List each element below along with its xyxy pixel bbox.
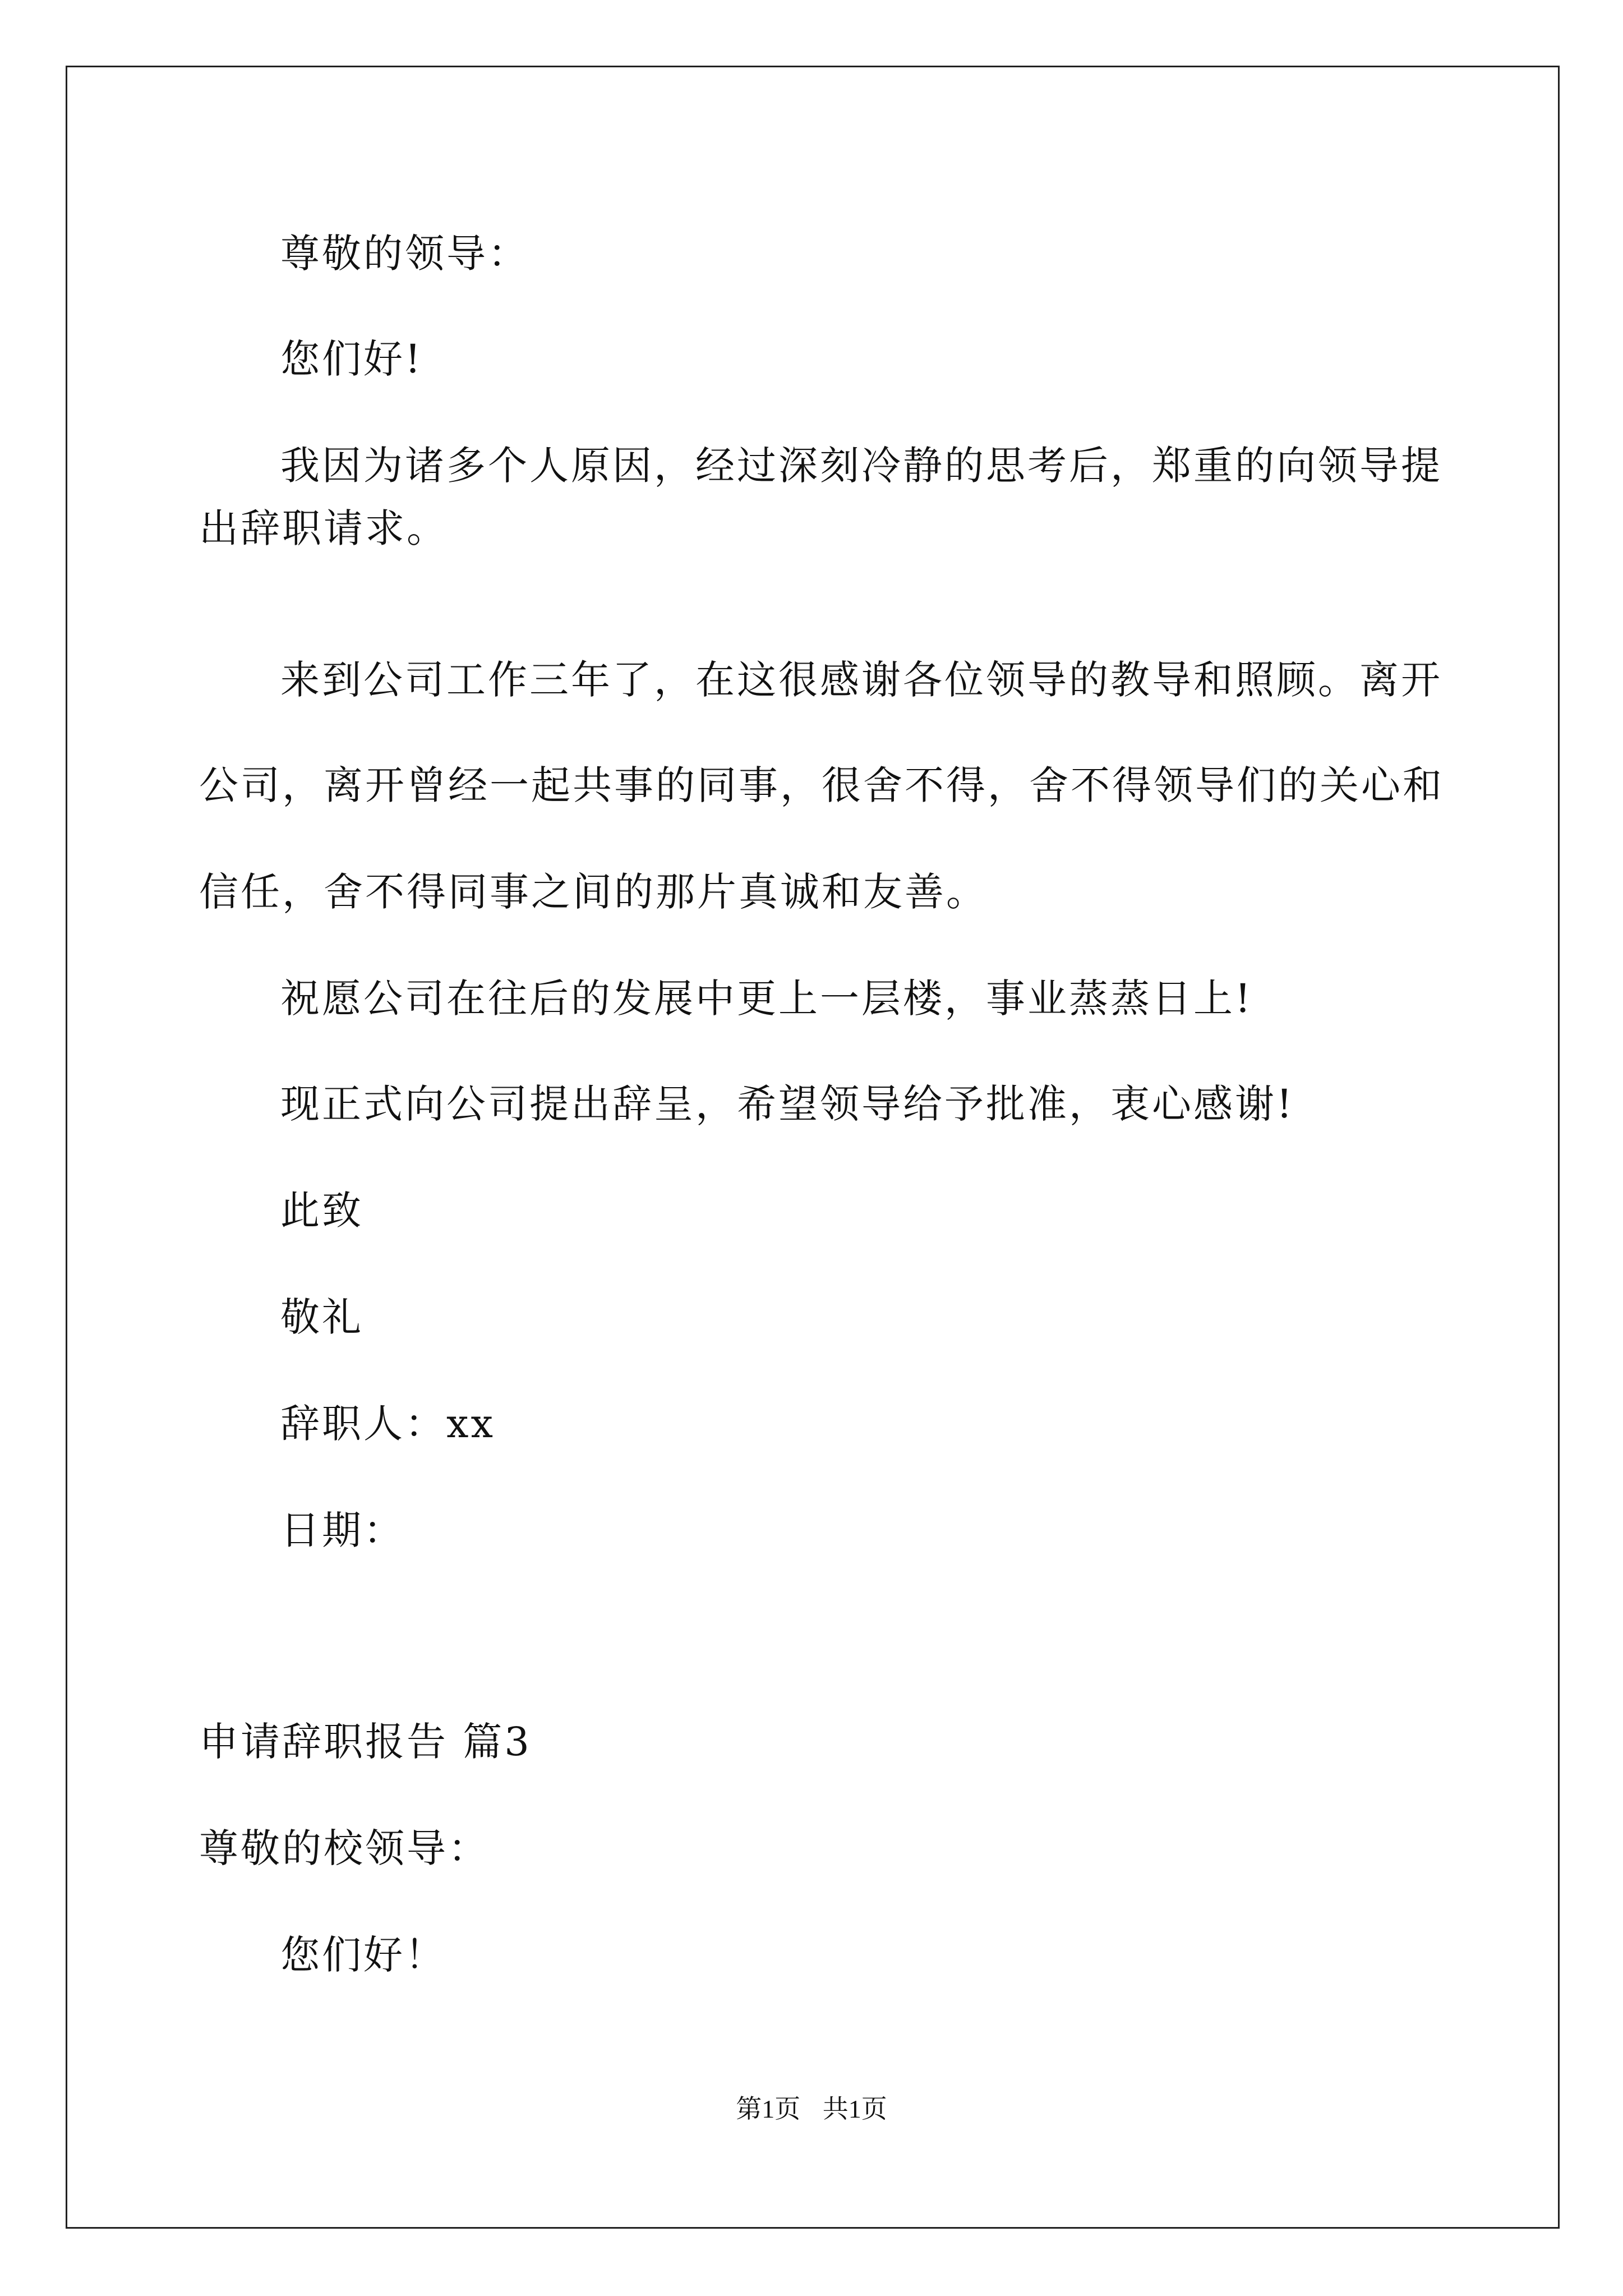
paragraph-line: 出辞职请求。 <box>199 505 448 551</box>
page-frame <box>66 66 1560 2229</box>
closing-line: 敬礼 <box>280 1294 363 1340</box>
closing-line: 此致 <box>280 1188 363 1234</box>
greeting: 您们好! <box>280 336 423 382</box>
salutation: 尊敬的校领导： <box>199 1825 490 1871</box>
paragraph-line: 来到公司工作三年了，在这很感谢各位领导的教导和照顾。离开 <box>280 657 1442 703</box>
signature-line: 辞职人：xx <box>280 1401 495 1447</box>
page-total: 共1页 <box>822 2095 887 2123</box>
greeting: 您们好！ <box>280 1932 446 1978</box>
paragraph-line: 我因为诸多个人原因，经过深刻冷静的思考后，郑重的向领导提 <box>280 443 1442 489</box>
paragraph-line: 公司，离开曾经一起共事的同事，很舍不得，舍不得领导们的关心和 <box>199 762 1444 808</box>
paragraph-line: 信任，舍不得同事之间的那片真诚和友善。 <box>199 869 988 915</box>
salutation: 尊敬的领导： <box>280 231 529 277</box>
page-number: 第1页 <box>736 2095 801 2123</box>
section-heading: 申请辞职报告 篇3 <box>199 1719 532 1765</box>
date-line: 日期： <box>280 1507 405 1553</box>
paragraph-line: 现正式向公司提出辞呈，希望领导给予批准，衷心感谢! <box>280 1081 1295 1127</box>
paragraph-line: 祝愿公司在往后的发展中更上一层楼，事业蒸蒸日上! <box>280 976 1253 1022</box>
page-footer <box>0 2092 1623 2126</box>
